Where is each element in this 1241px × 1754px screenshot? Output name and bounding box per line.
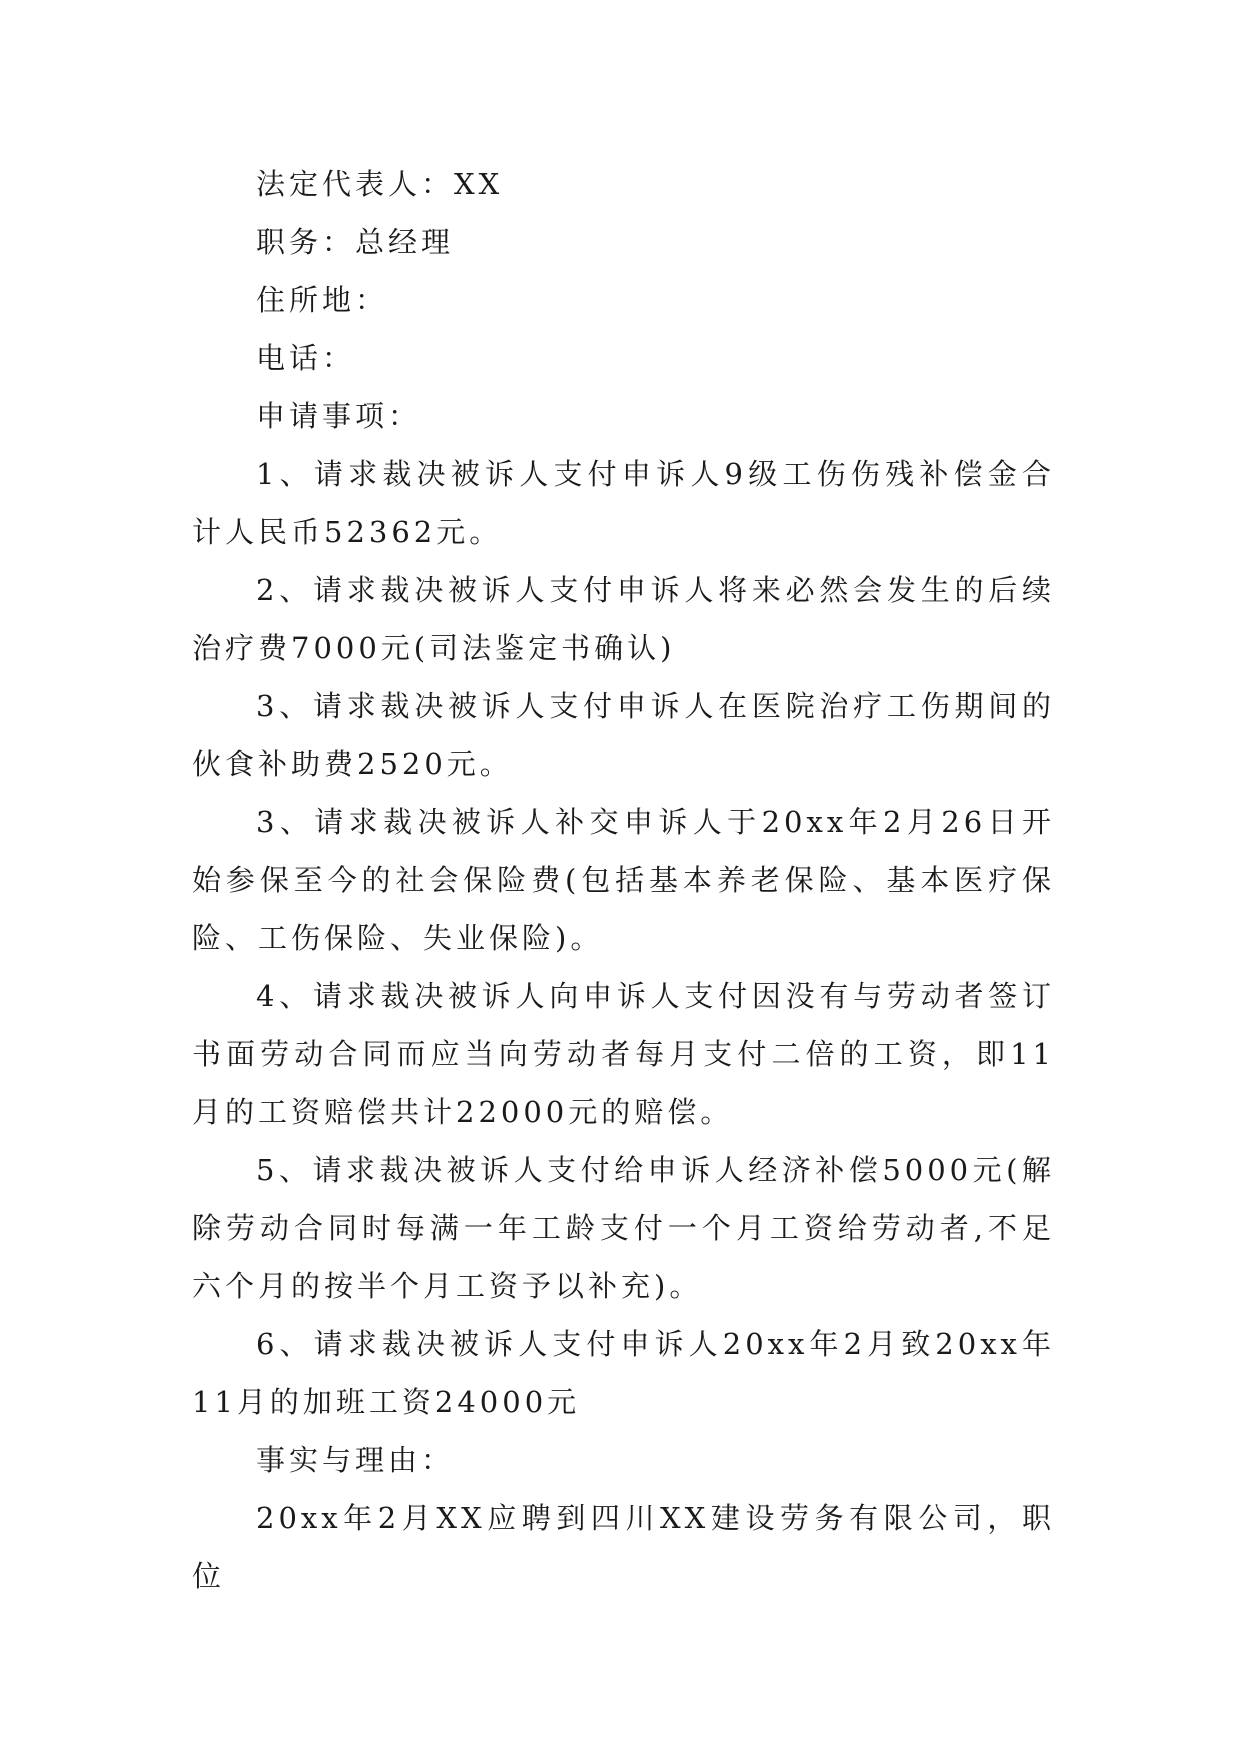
- position-line: 职务：总经理: [256, 225, 455, 259]
- facts-paragraph: 20xx年2月XX应聘到四川XX建设劳务有限公司，职位: [192, 1501, 1055, 1593]
- address-line: 住所地：: [256, 283, 389, 317]
- claim-item: 3、请求裁决被诉人补交申诉人于20xx年2月26日开始参保至今的社会保险费(包括基本养老保险、基本医疗保险、工伤保险、失业保险)。: [192, 805, 1055, 955]
- facts-heading: 事实与理由：: [256, 1443, 455, 1477]
- claim-item: 5、请求裁决被诉人支付给申诉人经济补偿5000元(解除劳动合同时每满一年工龄支付一个月工资给劳动者,不足六个月的按半个月工资予以补充)。: [192, 1153, 1055, 1303]
- claim-item: 6、请求裁决被诉人支付申诉人20xx年2月致20xx年11月的加班工资24000元: [192, 1327, 1055, 1419]
- claim-item: 2、请求裁决被诉人支付申诉人将来必然会发生的后续治疗费7000元(司法鉴定书确认): [192, 573, 1055, 665]
- document-body: [192, 155, 1055, 1605]
- claims-heading: 申请事项：: [256, 399, 422, 433]
- claim-item: 1、请求裁决被诉人支付申诉人9级工伤伤残补偿金合计人民币52362元。: [192, 457, 1055, 549]
- legal-representative-line: 法定代表人：XX: [256, 167, 504, 201]
- phone-line: 电话：: [256, 341, 356, 375]
- claim-item: 3、请求裁决被诉人支付申诉人在医院治疗工伤期间的伙食补助费2520元。: [192, 689, 1055, 781]
- claim-item: 4、请求裁决被诉人向申诉人支付因没有与劳动者签订书面劳动合同而应当向劳动者每月支付二倍的工资，即11月的工资赔偿共计22000元的赔偿。: [192, 979, 1055, 1129]
